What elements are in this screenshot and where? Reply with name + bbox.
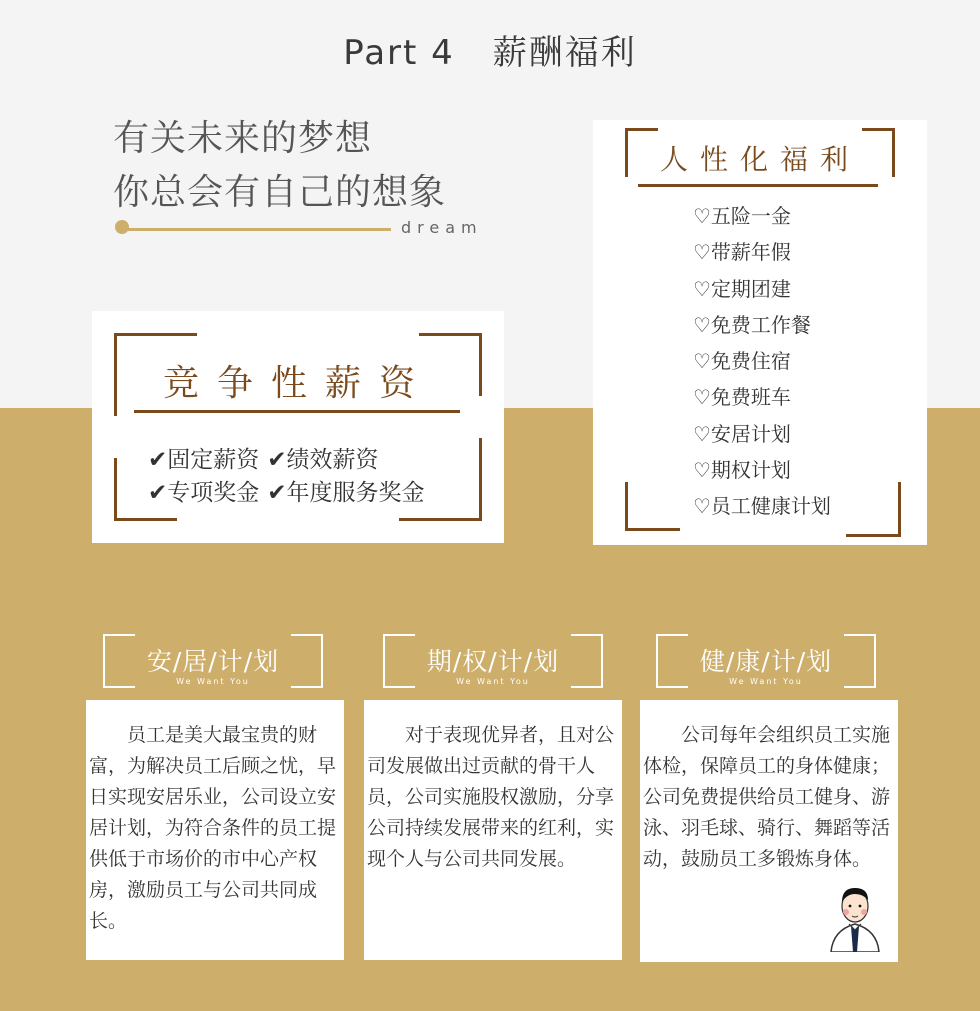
plan-name: 健/康/计/划: [699, 647, 833, 676]
plan-description: 员工是美大最宝贵的财富，为解决员工后顾之忧，早日实现安居乐业，公司设立安居计划，为符合条件的员工提供低于市场价的市中心产权房，激励员工与公司共同成长。: [89, 724, 337, 932]
welfare-item: ♡定期团建: [693, 276, 791, 301]
housing-plan-card: [86, 700, 344, 960]
salary-item: ✔固定薪资: [148, 447, 260, 473]
salary-row: [148, 441, 387, 474]
slogan-dot: [115, 220, 129, 234]
salary-row: [148, 474, 433, 507]
housing-plan-header: [103, 634, 323, 686]
salary-heading-underline: [134, 410, 460, 413]
welfare-heading: 人性化福利: [659, 143, 860, 176]
frame-corner: [846, 482, 901, 537]
welfare-item: ♡员工健康计划: [693, 494, 831, 519]
title-part: Part 4: [343, 33, 455, 73]
welfare-item: ♡五险一金: [693, 204, 791, 228]
welfare-item: ♡安居计划: [693, 421, 791, 446]
salary-item: ✔专项奖金: [148, 480, 260, 506]
plan-description: 对于表现优异者，且对公司发展做出过贡献的骨干人员，公司实施股权激励，分享公司持续发展带来的红利，实现个人与公司共同发展。: [367, 724, 615, 870]
dream-slogan: [113, 112, 483, 237]
welfare-item: ♡带薪年假: [693, 240, 791, 265]
plan-subtitle: We Want You: [729, 677, 803, 686]
welfare-list: [693, 202, 831, 529]
plan-subtitle: We Want You: [176, 677, 250, 686]
plan-subtitle: We Want You: [456, 677, 530, 686]
dream-word: dream: [401, 218, 483, 237]
salary-item: ✔绩效薪资: [267, 447, 379, 473]
welfare-item: ♡免费住宿: [693, 349, 791, 374]
welfare-item: ♡免费班车: [693, 385, 791, 410]
salary-item: ✔年度服务奖金: [267, 480, 425, 506]
salary-card: [92, 311, 504, 543]
plan-name: 安/居/计/划: [146, 647, 280, 676]
plan-name: 期/权/计/划: [426, 647, 560, 676]
welfare-heading-underline: [638, 184, 878, 187]
option-plan-header: [383, 634, 603, 686]
page-title: [0, 25, 980, 74]
plan-description: 公司每年会组织员工实施体检，保障员工的身体健康；公司免费提供给员工健身、游泳、羽毛球、骑行、舞蹈等活动，鼓励员工多锻炼身体。: [643, 724, 891, 870]
welfare-item: ♡免费工作餐: [693, 312, 811, 337]
welfare-card: [593, 120, 927, 545]
frame-corner: [625, 482, 680, 531]
dream-line-1: 有关未来的梦想: [113, 118, 373, 159]
slogan-underline: [123, 228, 391, 231]
salary-heading: 竞争性薪资: [162, 363, 433, 404]
health-plan-header: [656, 634, 876, 686]
welfare-item: ♡期权计划: [693, 458, 791, 483]
title-name: 薪酬福利: [492, 33, 637, 73]
businessman-illustration: [827, 880, 883, 952]
option-plan-card: [364, 700, 622, 960]
dream-line-2: 你总会有自己的想象: [113, 172, 447, 213]
